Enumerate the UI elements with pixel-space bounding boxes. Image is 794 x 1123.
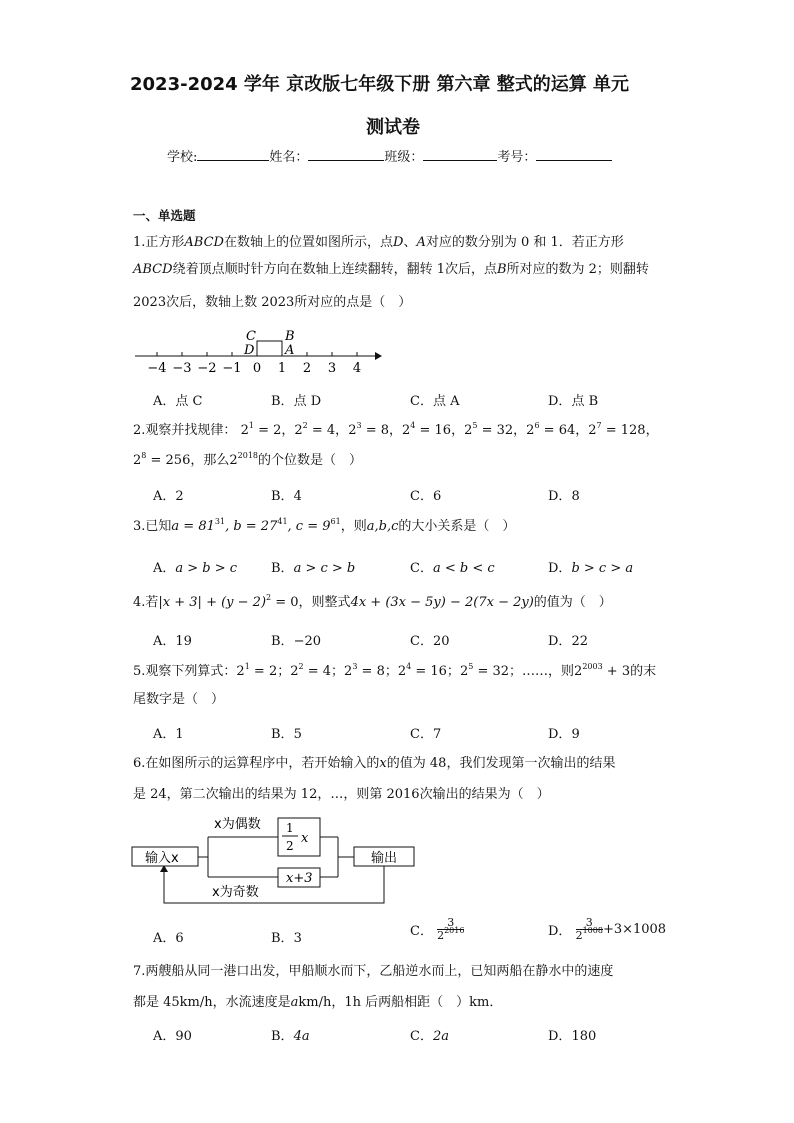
q5-power-item: $2^1 = 2$； (236, 662, 291, 679)
exam-no-label: 考号： (497, 150, 537, 165)
q2-power-item: $2^2 = 4$， (294, 421, 349, 438)
question-4-stem: 4.若$|x + 3| + (y - 2)^2 = 0$，则整式4x + (3x − 5y) − 2(7x − 2y)的值为（ ） (133, 593, 612, 610)
name-label: 姓名： (269, 150, 309, 165)
half-den: 2 (286, 839, 294, 853)
flow-feedback-line (164, 866, 384, 903)
question-2-stem: 2.观察并找规律： $2^1 = 2$，$2^2 = 4$，$2^3 = 8$，$2^4 = 16$，$2^5 = 32$，$2^6 = 64$，$2^7 = 128$， (133, 421, 659, 438)
q3-option-d[interactable]: D．b > c > a (548, 561, 634, 576)
q2-power-item: $2^5 = 32$， (464, 421, 527, 438)
q2-option-c[interactable]: C．6 (410, 489, 442, 504)
question-2-stem-line2: $2^8 = 256$，那么$2^{2018}$的个位数是（ ） (133, 451, 363, 468)
number-line-tick-label: 1 (277, 361, 287, 376)
q6-option-c[interactable]: C． $\frac{3}{2^{2016}}$ (410, 916, 465, 942)
q2-power-item: $2^1 = 2$， (240, 421, 295, 438)
q1-option-d[interactable]: D．点 B (548, 394, 599, 409)
q1-option-b[interactable]: B．点 D (271, 394, 322, 409)
odd-label: x为奇数 (212, 885, 259, 900)
name-blank[interactable] (308, 148, 384, 161)
exam-no-blank[interactable] (536, 148, 612, 161)
number-line-figure (130, 328, 390, 378)
student-info-row (167, 146, 612, 165)
square-abcd (257, 341, 282, 356)
q4-option-d[interactable]: D．22 (548, 634, 588, 649)
number-line-tick-label: −4 (147, 361, 167, 376)
q2-option-a[interactable]: A．2 (153, 489, 184, 504)
question-5-stem: 5.观察下列算式：$2^1 = 2$；$2^2 = 4$；$2^3 = 8$；$2^4 = 16$；$2^5 = 32$；……，则$2^{2003} + 3$的末 (133, 662, 657, 679)
q6-option-d[interactable]: D． $\frac{3}{2^{1008}}$ +3×1008 (548, 916, 667, 942)
q5-power-item: $2^4 = 16$； (397, 662, 460, 679)
q7-option-a[interactable]: A．90 (153, 1029, 192, 1044)
question-1-stem: 1.正方形ABCD在数轴上的位置如图所示，点D、A对应的数分别为 0 和 1．若正方形 ABCD绕着顶点顺时针方向在数轴上连续翻转，翻转 1次后，点B所对应的数为 2；则翻转 2023次后，数轴上数 2023所对应的点是（ ） (133, 235, 649, 310)
question-7-stem-line2: 都是 45km/h，水流速度是akm/h，1h 后两船相距（ ）km． (133, 995, 503, 1010)
class-blank[interactable] (423, 148, 497, 161)
q5-power-item: $2^5 = 32$； (459, 662, 523, 679)
question-5-stem-line2: 尾数字是（ ） (133, 692, 225, 707)
q2-power-item: $2^4 = 16$， (402, 421, 465, 438)
q2-power-item: $2^3 = 8$， (348, 421, 402, 438)
q6-option-b[interactable]: B．3 (271, 931, 302, 946)
q7-option-b[interactable]: B．4a (271, 1029, 310, 1044)
q5-power-item: $2^3 = 8$； (344, 662, 398, 679)
q5-option-c[interactable]: C．7 (410, 727, 442, 742)
number-line-tick-label: −1 (222, 361, 242, 376)
q3-option-c[interactable]: C．a < b < c (410, 561, 495, 576)
q2-power-item: $2^8 = 256$ (133, 451, 191, 468)
q5-option-d[interactable]: D．9 (548, 727, 580, 742)
q3-option-b[interactable]: B．a > c > b (271, 561, 356, 576)
q5-option-a[interactable]: A．1 (153, 727, 184, 742)
number-line-tick-label: 4 (352, 361, 362, 376)
q2-power-item: $2^7 = 128$， (588, 421, 659, 438)
question-6-stem-line2: 是 24，第二次输出的结果为 12，…，则第 2016次输出的结果为（ ） (133, 787, 550, 802)
question-6-stem: 6.在如图所示的运算程序中，若开始输入的x的值为 48，我们发现第一次输出的结果 (133, 756, 616, 771)
q4-option-c[interactable]: C．20 (410, 634, 450, 649)
number-line-tick-label: 3 (327, 361, 337, 376)
q4-option-a[interactable]: A．19 (153, 634, 192, 649)
plus3-label: x+3 (286, 871, 313, 886)
number-line-tick-label: −2 (197, 361, 217, 376)
page-title-line1: 2023-2024 学年 京改版七年级下册 第六章 整式的运算 单元 (130, 74, 629, 95)
label-b: B (285, 329, 295, 344)
output-label: 输出 (371, 851, 398, 866)
number-line-tick-label: 0 (252, 361, 262, 376)
input-label: 输入x (145, 851, 179, 866)
number-line-arrow (375, 352, 382, 360)
number-line-tick-label: 2 (302, 361, 312, 376)
q1-option-a[interactable]: A．点 C (153, 394, 203, 409)
q2-power-item: $2^6 = 64$， (526, 421, 589, 438)
q1-option-c[interactable]: C．点 A (410, 394, 460, 409)
class-label: 班级： (384, 150, 424, 165)
half-box (278, 818, 320, 856)
q2-option-d[interactable]: D．8 (548, 489, 580, 504)
half-num: 1 (286, 821, 294, 835)
flowchart-figure (128, 812, 428, 912)
school-blank[interactable] (197, 148, 269, 161)
section-heading: 一、单选题 (133, 208, 196, 223)
half-var: x (301, 831, 309, 846)
even-label: x为偶数 (214, 817, 261, 832)
question-7-stem: 7.两艘船从同一港口出发，甲船顺水而下，乙船逆水而上，已知两船在静水中的速度 (133, 964, 614, 979)
q5-option-b[interactable]: B．5 (271, 727, 302, 742)
label-a: A (285, 343, 295, 358)
q3-option-a[interactable]: A．a > b > c (153, 561, 238, 576)
question-3-stem: 3.已知$a = 81^{31}$, $b = 27^{41}$, $c = 9^{61}$，则a,b,c的大小关系是（ ） (133, 517, 516, 534)
q5-power-item: $2^2 = 4$； (290, 662, 345, 679)
page-title-line2: 测试卷 (366, 117, 420, 138)
q6-option-a[interactable]: A．6 (153, 931, 184, 946)
label-c: C (246, 329, 256, 344)
q4-option-b[interactable]: B．−20 (271, 634, 321, 649)
school-label: 学校: (167, 150, 198, 165)
q7-option-c[interactable]: C．2a (410, 1029, 449, 1044)
q2-option-b[interactable]: B．4 (271, 489, 302, 504)
label-d: D (244, 343, 255, 358)
number-line-tick-label: −3 (172, 361, 192, 376)
q7-option-d[interactable]: D．180 (548, 1029, 597, 1044)
